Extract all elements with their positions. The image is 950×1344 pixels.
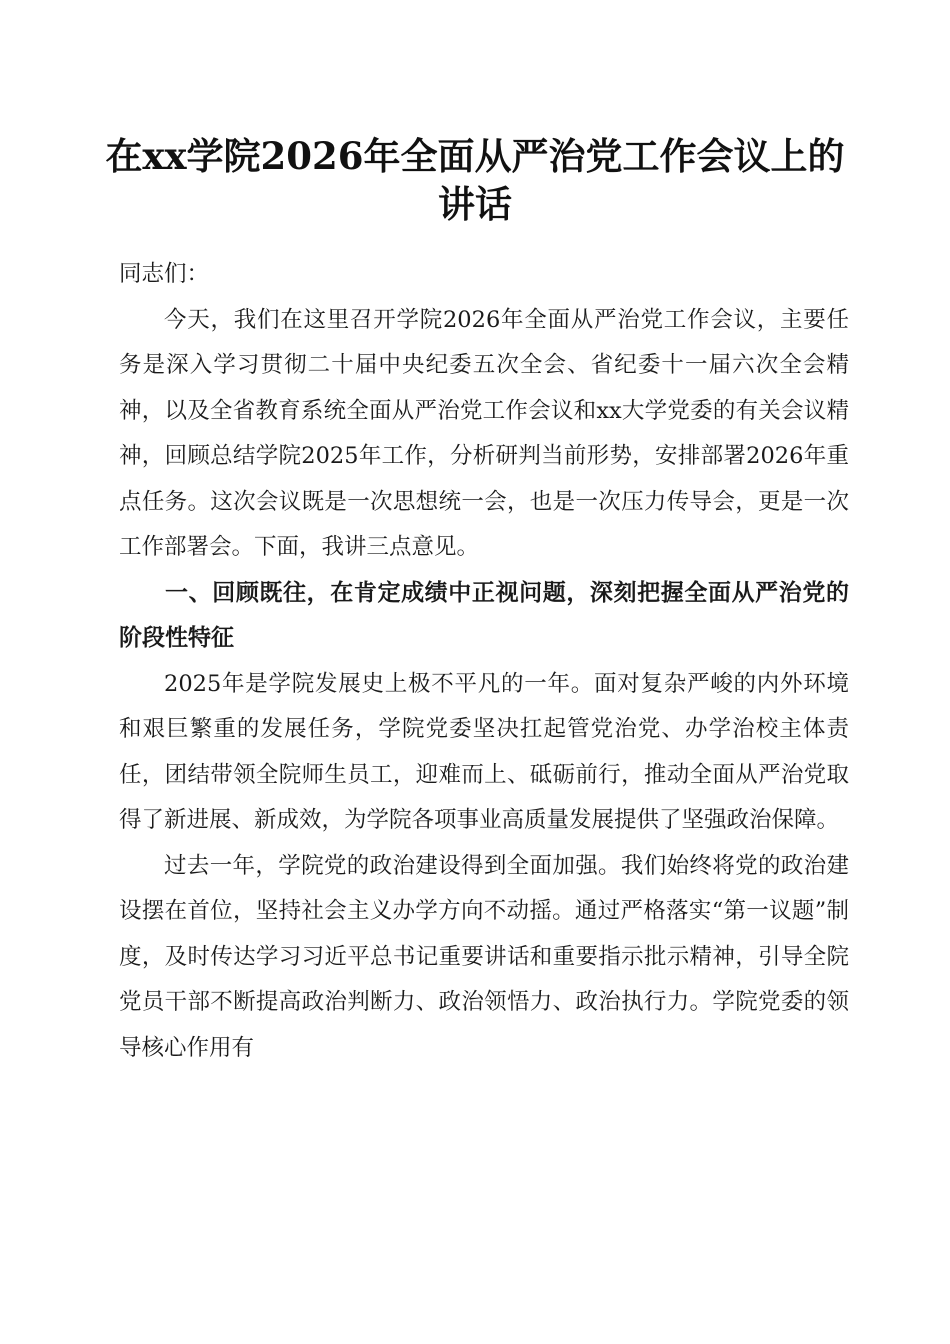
salutation: 同志们：: [119, 261, 210, 287]
intro-paragraph: 今天，我们在这里召开学院2026年全面从严治党工作会议，主要任务是深入学习贯彻二十届中央纪委五次全会、省纪委十一届六次全会精神，以及全省教育系统全面从严治党工作会议和xx大学党委的有关会议精神，回顾总结学院2025年工作，分析研判当前形势，安排部署2026年重点任务。这次会议既是一次思想统一会，也是一次压力传导会，更是一次工作部署会。下面，我讲三点意见。: [119, 306, 849, 560]
section1-paragraph-1: 2025年是学院发展史上极不平凡的一年。面对复杂严峻的内外环境和艰巨繁重的发展任务，学院党委坚决扛起管党治党、办学治校主体责任，团结带领全院师生员工，迎难而上、砥砺前行，推动全面从严治党取得了新进展、新成效，为学院各项事业高质量发展提供了坚强政治保障。: [119, 670, 849, 833]
document-title: [100, 132, 850, 228]
title-line-1: 在xx学院2026年全面从严治党工作会议上的: [105, 134, 845, 178]
section-heading-1: 一、回顾既往，在肯定成绩中正视问题，深刻把握全面从严治党的阶段性特征: [119, 579, 849, 651]
section1-paragraph-2: 过去一年，学院党的政治建设得到全面加强。我们始终将党的政治建设摆在首位，坚持社会主义办学方向不动摇。通过严格落实“第一议题”制度，及时传达学习习近平总书记重要讲话和重要指示批示精神，引导全院党员干部不断提高政治判断力、政治领悟力、政治执行力。学院党委的领导核心作用有: [119, 852, 849, 1061]
title-line-2: 讲话: [438, 182, 512, 226]
document-body: [119, 252, 849, 1071]
